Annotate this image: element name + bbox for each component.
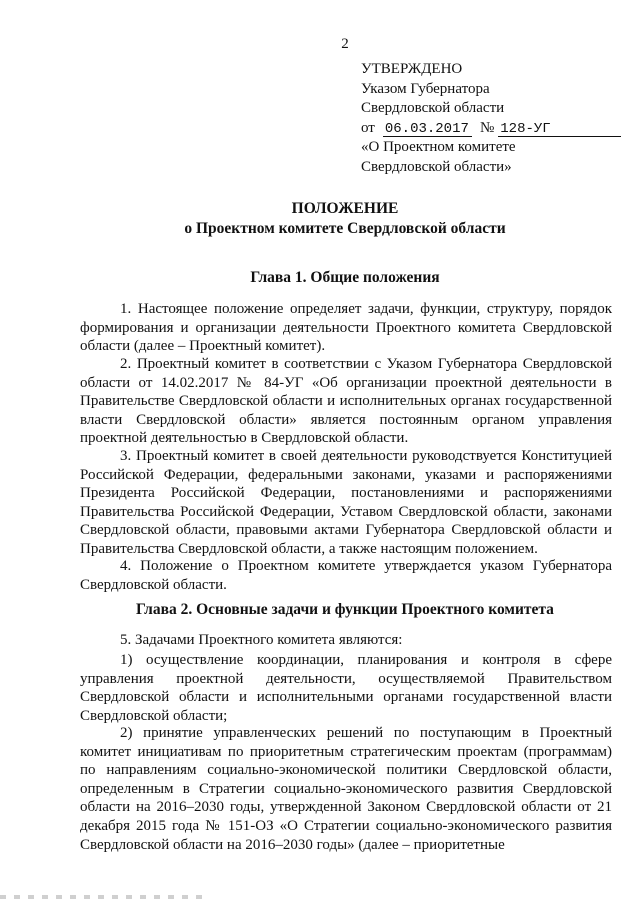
approval-date: 06.03.2017 xyxy=(383,122,472,137)
chapter-2-heading: Глава 2. Основные задачи и функции Проектного комитета xyxy=(136,601,554,618)
paragraph-3: 3. Проектный комитет в своей деятельности руководствуется Конституцией Российской Федерации, федеральными законами, указами и распоряжениями Президента Российской Федерации, постановлениями и распоряжениями Правительства Российской Федерации, Уставом Свердловской области, законами Свердловской области, правовыми актами Губернатора Свердловской области и Правительства Свердловской области, а также настоящим положением. xyxy=(80,448,612,557)
paragraph-5-item-1: 1) осуществление координации, планирования и контроля в сфере управления проектной деятельности, осуществляемой Правительством Свердловской области и исполнительными органами государственной власти Свердловской области; xyxy=(80,652,612,724)
paragraph-5: 5. Задачами Проектного комитета являются: xyxy=(120,632,403,648)
paragraph-2: 2. Проектный комитет в соответствии с Указом Губернатора Свердловской области от 14.02.2017 № 84-УГ «Об организации проектной деятельности в Правительстве Свердловской области и исполнительных органах государственной власти Свердловской области» является постоянным органом управления проектной деятельностью в Свердловской области. xyxy=(80,356,612,447)
approval-stamp xyxy=(361,60,621,177)
approval-line-subject: «О Проектном комитете xyxy=(361,139,516,155)
page-number: 2 xyxy=(341,36,349,52)
approval-number: 128-УГ xyxy=(498,122,621,137)
approval-number-label: № xyxy=(479,119,495,136)
paragraph-1: 1. Настоящее положение определяет задачи, функции, структуру, порядок формирования и организации деятельности Проектного комитета Свердловской области (далее – Проектный комитет). xyxy=(80,301,612,355)
scan-artifact xyxy=(0,895,210,899)
paragraph-4: 4. Положение о Проектном комитете утверждается указом Губернатора Свердловской области. xyxy=(80,558,612,593)
approval-from-label: от xyxy=(361,119,375,136)
chapter-1-heading: Глава 1. Общие положения xyxy=(250,269,440,286)
approval-title: УТВЕРЖДЕНО xyxy=(361,61,463,77)
approval-line-region: Свердловской области xyxy=(361,100,505,116)
approval-line-decree: Указом Губернатора xyxy=(361,80,490,97)
document-title: ПОЛОЖЕНИЕ xyxy=(291,200,399,217)
approval-date-line xyxy=(361,119,621,139)
paragraph-5-item-2: 2) принятие управленческих решений по поступающим в Проектный комитет инициативам по приоритетным стратегическим проектам (программам) по направлениям социально-экономической политики Свердловской области, определенным в Стратегии социально-экономического развития Свердловской области на 2016–2030 годы, утвержденной Законом Свердловской области от 21 декабря 2015 года № 151-ОЗ «О Стратегии социально-экономического развития Свердловской области на 2016–2030 годы» (далее – приоритетные xyxy=(80,725,612,853)
approval-line-subject-end: Свердловской области» xyxy=(361,158,512,175)
document-subtitle: о Проектном комитете Свердловской области xyxy=(184,220,506,237)
